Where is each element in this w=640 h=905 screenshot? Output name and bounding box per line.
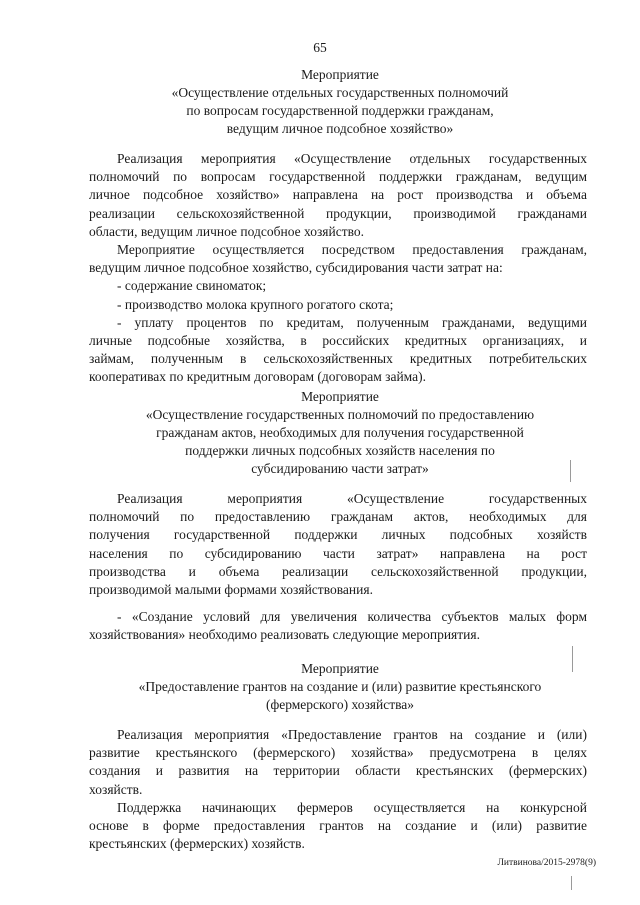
paragraph <box>89 241 587 387</box>
text-line: Реализация мероприятия «Осуществление отдельных государственных <box>117 151 587 166</box>
paragraph <box>89 726 587 799</box>
heading-line: поддержки личных подсобных хозяйств населения по <box>185 443 495 458</box>
heading-line: субсидированию части затрат» <box>251 461 429 476</box>
heading-line: по вопросам государственной поддержки гражданам, <box>186 103 494 118</box>
heading-line: Мероприятие <box>301 661 379 676</box>
paragraph <box>89 490 587 599</box>
heading-line: «Предоставление грантов на создание и (или) развитие крестьянского <box>138 679 542 694</box>
text-line: хозяйствования» необходимо реализовать следующие мероприятия. <box>89 627 480 643</box>
page-number: 65 <box>313 40 327 55</box>
paragraph <box>89 150 587 241</box>
section-heading-1 <box>100 66 580 138</box>
text-line: - производство молока крупного рогатого скота; <box>117 296 394 312</box>
heading-line: (фермерского) хозяйства» <box>265 697 415 712</box>
text-line: личные подсобные хозяйства, в российских кредитных организациях, и <box>89 332 587 348</box>
text-line: развитие крестьянского (фермерского) хозяйства» предусмотрена в целях <box>89 745 587 761</box>
section-heading-2 <box>100 388 580 478</box>
paragraph <box>89 608 587 644</box>
text-line: - содержание свиноматок; <box>117 278 267 294</box>
text-line: ведущим личное подсобное хозяйство, субсидирования части затрат на: <box>89 260 503 276</box>
text-line: крестьянских (фермерских) хозяйств. <box>89 836 305 852</box>
text-line: производства и объема реализации сельскохозяйственной продукции, <box>89 563 587 579</box>
text-line: кооперативах по кредитным договорам (договорам займа). <box>89 369 426 385</box>
text-line: займам, полученным в сельскохозяйственных кредитных потребительских <box>89 351 587 367</box>
text-line: основе в форме предоставления грантов на создание и (или) развитие <box>89 818 587 834</box>
text-line: получения государственной поддержки личных подсобных хозяйств <box>89 527 587 543</box>
heading-line: Мероприятие <box>301 67 379 82</box>
section-heading-3 <box>100 660 580 714</box>
heading-line: «Осуществление отдельных государственных полномочий <box>171 85 509 100</box>
paragraph <box>89 799 587 854</box>
heading-line: ведущим личное подсобное хозяйство» <box>226 121 454 136</box>
text-line: Реализация мероприятия «Предоставление грантов на создание и (или) <box>117 727 587 742</box>
text-line: Поддержка начинающих фермеров осуществляется на конкурсной <box>117 800 587 815</box>
text-line: полномочий по предоставлению гражданам актов, необходимых для <box>89 509 587 525</box>
text-line: личное подсобное хозяйство» направлена на рост производства и объема <box>89 187 587 203</box>
text-line: - уплату процентов по кредитам, полученным гражданами, ведущими <box>117 314 587 330</box>
text-line: - «Создание условий для увеличения количества субъектов малых форм <box>117 609 587 624</box>
heading-line: гражданам актов, необходимых для получения государственной <box>156 425 524 440</box>
text-line: реализации сельскохозяйственной продукции, производимой гражданами <box>89 205 587 221</box>
text-line: производимой малыми формами хозяйствования. <box>89 581 373 597</box>
scan-mark <box>571 876 572 890</box>
heading-line: Мероприятие <box>301 389 379 404</box>
text-line: Мероприятие осуществляется посредством предоставления гражданам, <box>117 242 587 257</box>
text-line: области, ведущим личное подсобное хозяйство. <box>89 223 365 239</box>
text-line: населения по субсидированию части затрат» направлена на рост <box>89 545 587 561</box>
scan-mark <box>570 460 571 482</box>
text-line: полномочий по вопросам государственной поддержки гражданам, ведущим <box>89 169 587 185</box>
heading-line: «Осуществление государственных полномочий по предоставлению <box>145 407 535 422</box>
scan-mark <box>572 646 573 672</box>
text-line: создания и развития на территории области крестьянских (фермерских) <box>89 763 587 779</box>
document-code: Литвинова/2015-2978(9) <box>497 858 596 868</box>
text-line: хозяйств. <box>89 781 143 797</box>
text-line: Реализация мероприятия «Осуществление государственных <box>117 491 587 506</box>
